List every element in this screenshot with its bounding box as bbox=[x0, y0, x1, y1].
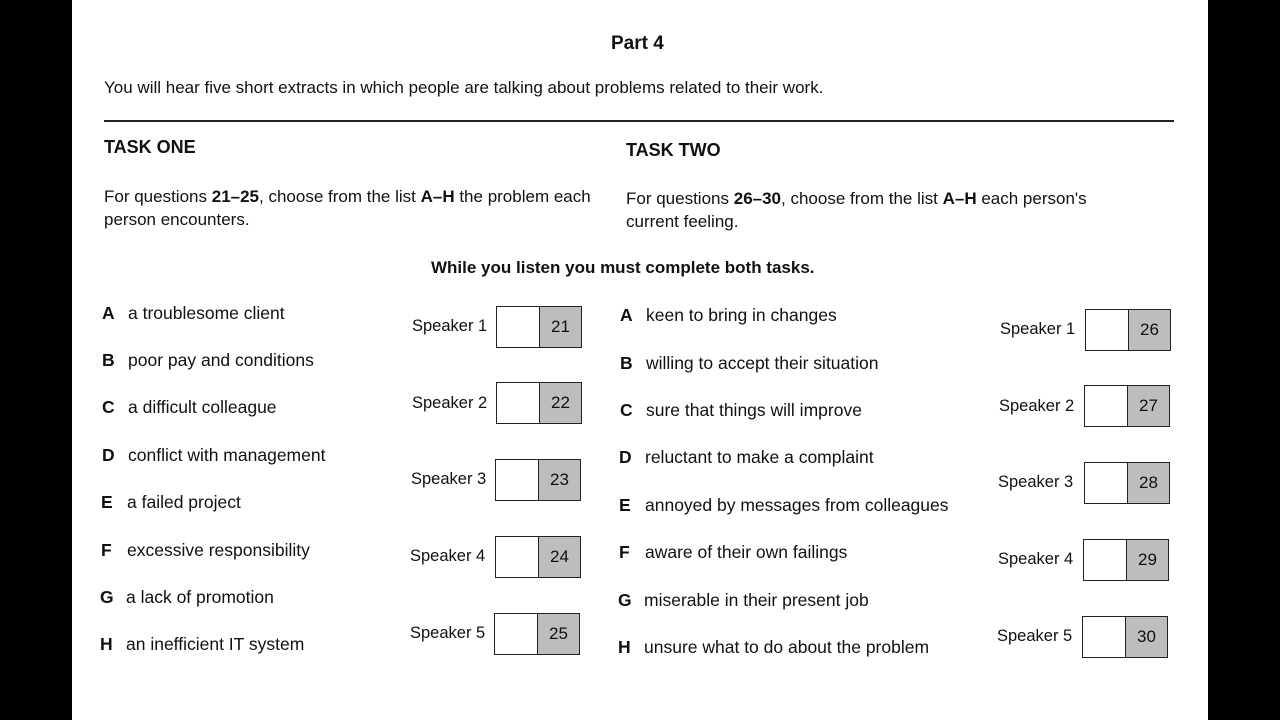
intro-text: You will hear five short extracts in which people are talking about problems related to their work. bbox=[104, 78, 824, 97]
option-letter: A bbox=[102, 303, 115, 323]
speaker-label: Speaker 5 bbox=[410, 624, 486, 642]
answer-field[interactable] bbox=[1084, 540, 1127, 580]
option-letter: A bbox=[620, 305, 633, 325]
task-two-question-range: 26–30 bbox=[733, 189, 782, 208]
option-letter: E bbox=[101, 492, 113, 512]
answer-box[interactable] bbox=[1083, 539, 1169, 581]
question-number: 30 bbox=[1126, 617, 1167, 657]
option-text: sure that things will improve bbox=[646, 400, 862, 420]
answer-field[interactable] bbox=[497, 307, 540, 347]
option-text: miserable in their present job bbox=[644, 590, 869, 610]
answer-box[interactable] bbox=[495, 459, 581, 501]
speaker-label: Speaker 1 bbox=[1000, 320, 1076, 338]
option-letter: D bbox=[102, 445, 115, 465]
option-letter: C bbox=[102, 397, 115, 417]
question-number: 27 bbox=[1128, 386, 1169, 426]
option-letter: G bbox=[618, 590, 632, 610]
task-two-option bbox=[618, 590, 869, 611]
task-one-instr-pre: For questions bbox=[104, 187, 212, 206]
task-two-instructions bbox=[626, 187, 1136, 233]
answer-field[interactable] bbox=[496, 460, 539, 500]
option-letter: G bbox=[100, 587, 114, 607]
answer-box[interactable] bbox=[496, 382, 582, 424]
speaker-label: Speaker 1 bbox=[412, 317, 488, 335]
task-one-option bbox=[102, 350, 314, 371]
question-number: 29 bbox=[1127, 540, 1168, 580]
option-text: conflict with management bbox=[128, 445, 326, 465]
task-two-option bbox=[620, 400, 862, 421]
task-one-option bbox=[102, 445, 325, 466]
option-text: willing to accept their situation bbox=[646, 353, 879, 373]
option-text: a troublesome client bbox=[128, 303, 285, 323]
question-number: 28 bbox=[1128, 463, 1169, 503]
task-one-heading: TASK ONE bbox=[104, 137, 196, 157]
question-number: 21 bbox=[540, 307, 581, 347]
answer-field[interactable] bbox=[1086, 310, 1129, 350]
answer-field[interactable] bbox=[497, 383, 540, 423]
speaker-label: Speaker 2 bbox=[999, 397, 1075, 415]
option-text: poor pay and conditions bbox=[128, 350, 314, 370]
speaker-label: Speaker 2 bbox=[412, 394, 488, 412]
task-one-option bbox=[102, 397, 277, 418]
speaker-label: Speaker 3 bbox=[998, 473, 1074, 491]
option-text: a lack of promotion bbox=[126, 587, 274, 607]
option-letter: H bbox=[618, 637, 631, 657]
answer-box[interactable] bbox=[1082, 616, 1168, 658]
option-text: a failed project bbox=[127, 492, 241, 512]
speaker-label: Speaker 4 bbox=[410, 547, 486, 565]
task-one-option bbox=[100, 634, 304, 655]
answer-field[interactable] bbox=[495, 614, 538, 654]
task-two-option bbox=[620, 305, 837, 326]
task-two-heading: TASK TWO bbox=[626, 140, 721, 160]
speaker-label: Speaker 5 bbox=[997, 627, 1073, 645]
task-one-option bbox=[101, 492, 241, 513]
option-letter: E bbox=[619, 495, 631, 515]
task-two-option bbox=[619, 495, 949, 516]
option-text: reluctant to make a complaint bbox=[645, 447, 874, 467]
option-text: keen to bring in changes bbox=[646, 305, 837, 325]
option-text: unsure what to do about the problem bbox=[644, 637, 930, 657]
answer-box[interactable] bbox=[1084, 462, 1170, 504]
both-tasks-note: While you listen you must complete both tasks. bbox=[431, 258, 815, 277]
answer-box[interactable] bbox=[1084, 385, 1170, 427]
task-two-instr-mid: , choose from the list bbox=[781, 189, 943, 208]
task-two-option bbox=[619, 447, 874, 468]
option-letter: H bbox=[100, 634, 113, 654]
option-letter: B bbox=[102, 350, 115, 370]
divider-line bbox=[104, 120, 1174, 122]
option-letter: F bbox=[101, 540, 112, 560]
task-one-option bbox=[100, 587, 274, 608]
task-two-instr-pre: For questions bbox=[626, 189, 734, 208]
task-one-instr-mid: , choose from the list bbox=[259, 187, 421, 206]
answer-field[interactable] bbox=[1085, 386, 1128, 426]
exam-page bbox=[72, 0, 1208, 720]
answer-box[interactable] bbox=[494, 613, 580, 655]
task-one-option bbox=[102, 303, 285, 324]
question-number: 24 bbox=[539, 537, 580, 577]
option-letter: B bbox=[620, 353, 633, 373]
part-title: Part 4 bbox=[611, 33, 664, 54]
task-two-instr-post: each person's current feeling. bbox=[626, 189, 1087, 231]
speaker-label: Speaker 4 bbox=[998, 550, 1074, 568]
task-one-instructions bbox=[104, 185, 594, 231]
answer-box[interactable] bbox=[1085, 309, 1171, 351]
option-text: excessive responsibility bbox=[127, 540, 310, 560]
option-text: annoyed by messages from colleagues bbox=[645, 495, 949, 515]
option-text: an inefficient IT system bbox=[126, 634, 305, 654]
task-one-instr-post: the problem each person encounters. bbox=[104, 187, 591, 229]
task-two-list-range: A–H bbox=[942, 189, 977, 208]
answer-box[interactable] bbox=[496, 306, 582, 348]
option-text: aware of their own failings bbox=[645, 542, 848, 562]
question-number: 26 bbox=[1129, 310, 1170, 350]
option-letter: F bbox=[619, 542, 630, 562]
answer-field[interactable] bbox=[1085, 463, 1128, 503]
question-number: 23 bbox=[539, 460, 580, 500]
answer-field[interactable] bbox=[1083, 617, 1126, 657]
speaker-label: Speaker 3 bbox=[411, 470, 487, 488]
task-one-question-range: 21–25 bbox=[211, 187, 260, 206]
option-letter: D bbox=[619, 447, 632, 467]
task-one-list-range: A–H bbox=[420, 187, 455, 206]
option-text: a difficult colleague bbox=[128, 397, 277, 417]
task-one-option bbox=[101, 540, 310, 561]
question-number: 25 bbox=[538, 614, 579, 654]
task-two-option bbox=[618, 637, 929, 658]
task-two-option bbox=[619, 542, 847, 563]
task-two-option bbox=[620, 353, 878, 374]
answer-field[interactable] bbox=[496, 537, 539, 577]
answer-box[interactable] bbox=[495, 536, 581, 578]
option-letter: C bbox=[620, 400, 633, 420]
question-number: 22 bbox=[540, 383, 581, 423]
